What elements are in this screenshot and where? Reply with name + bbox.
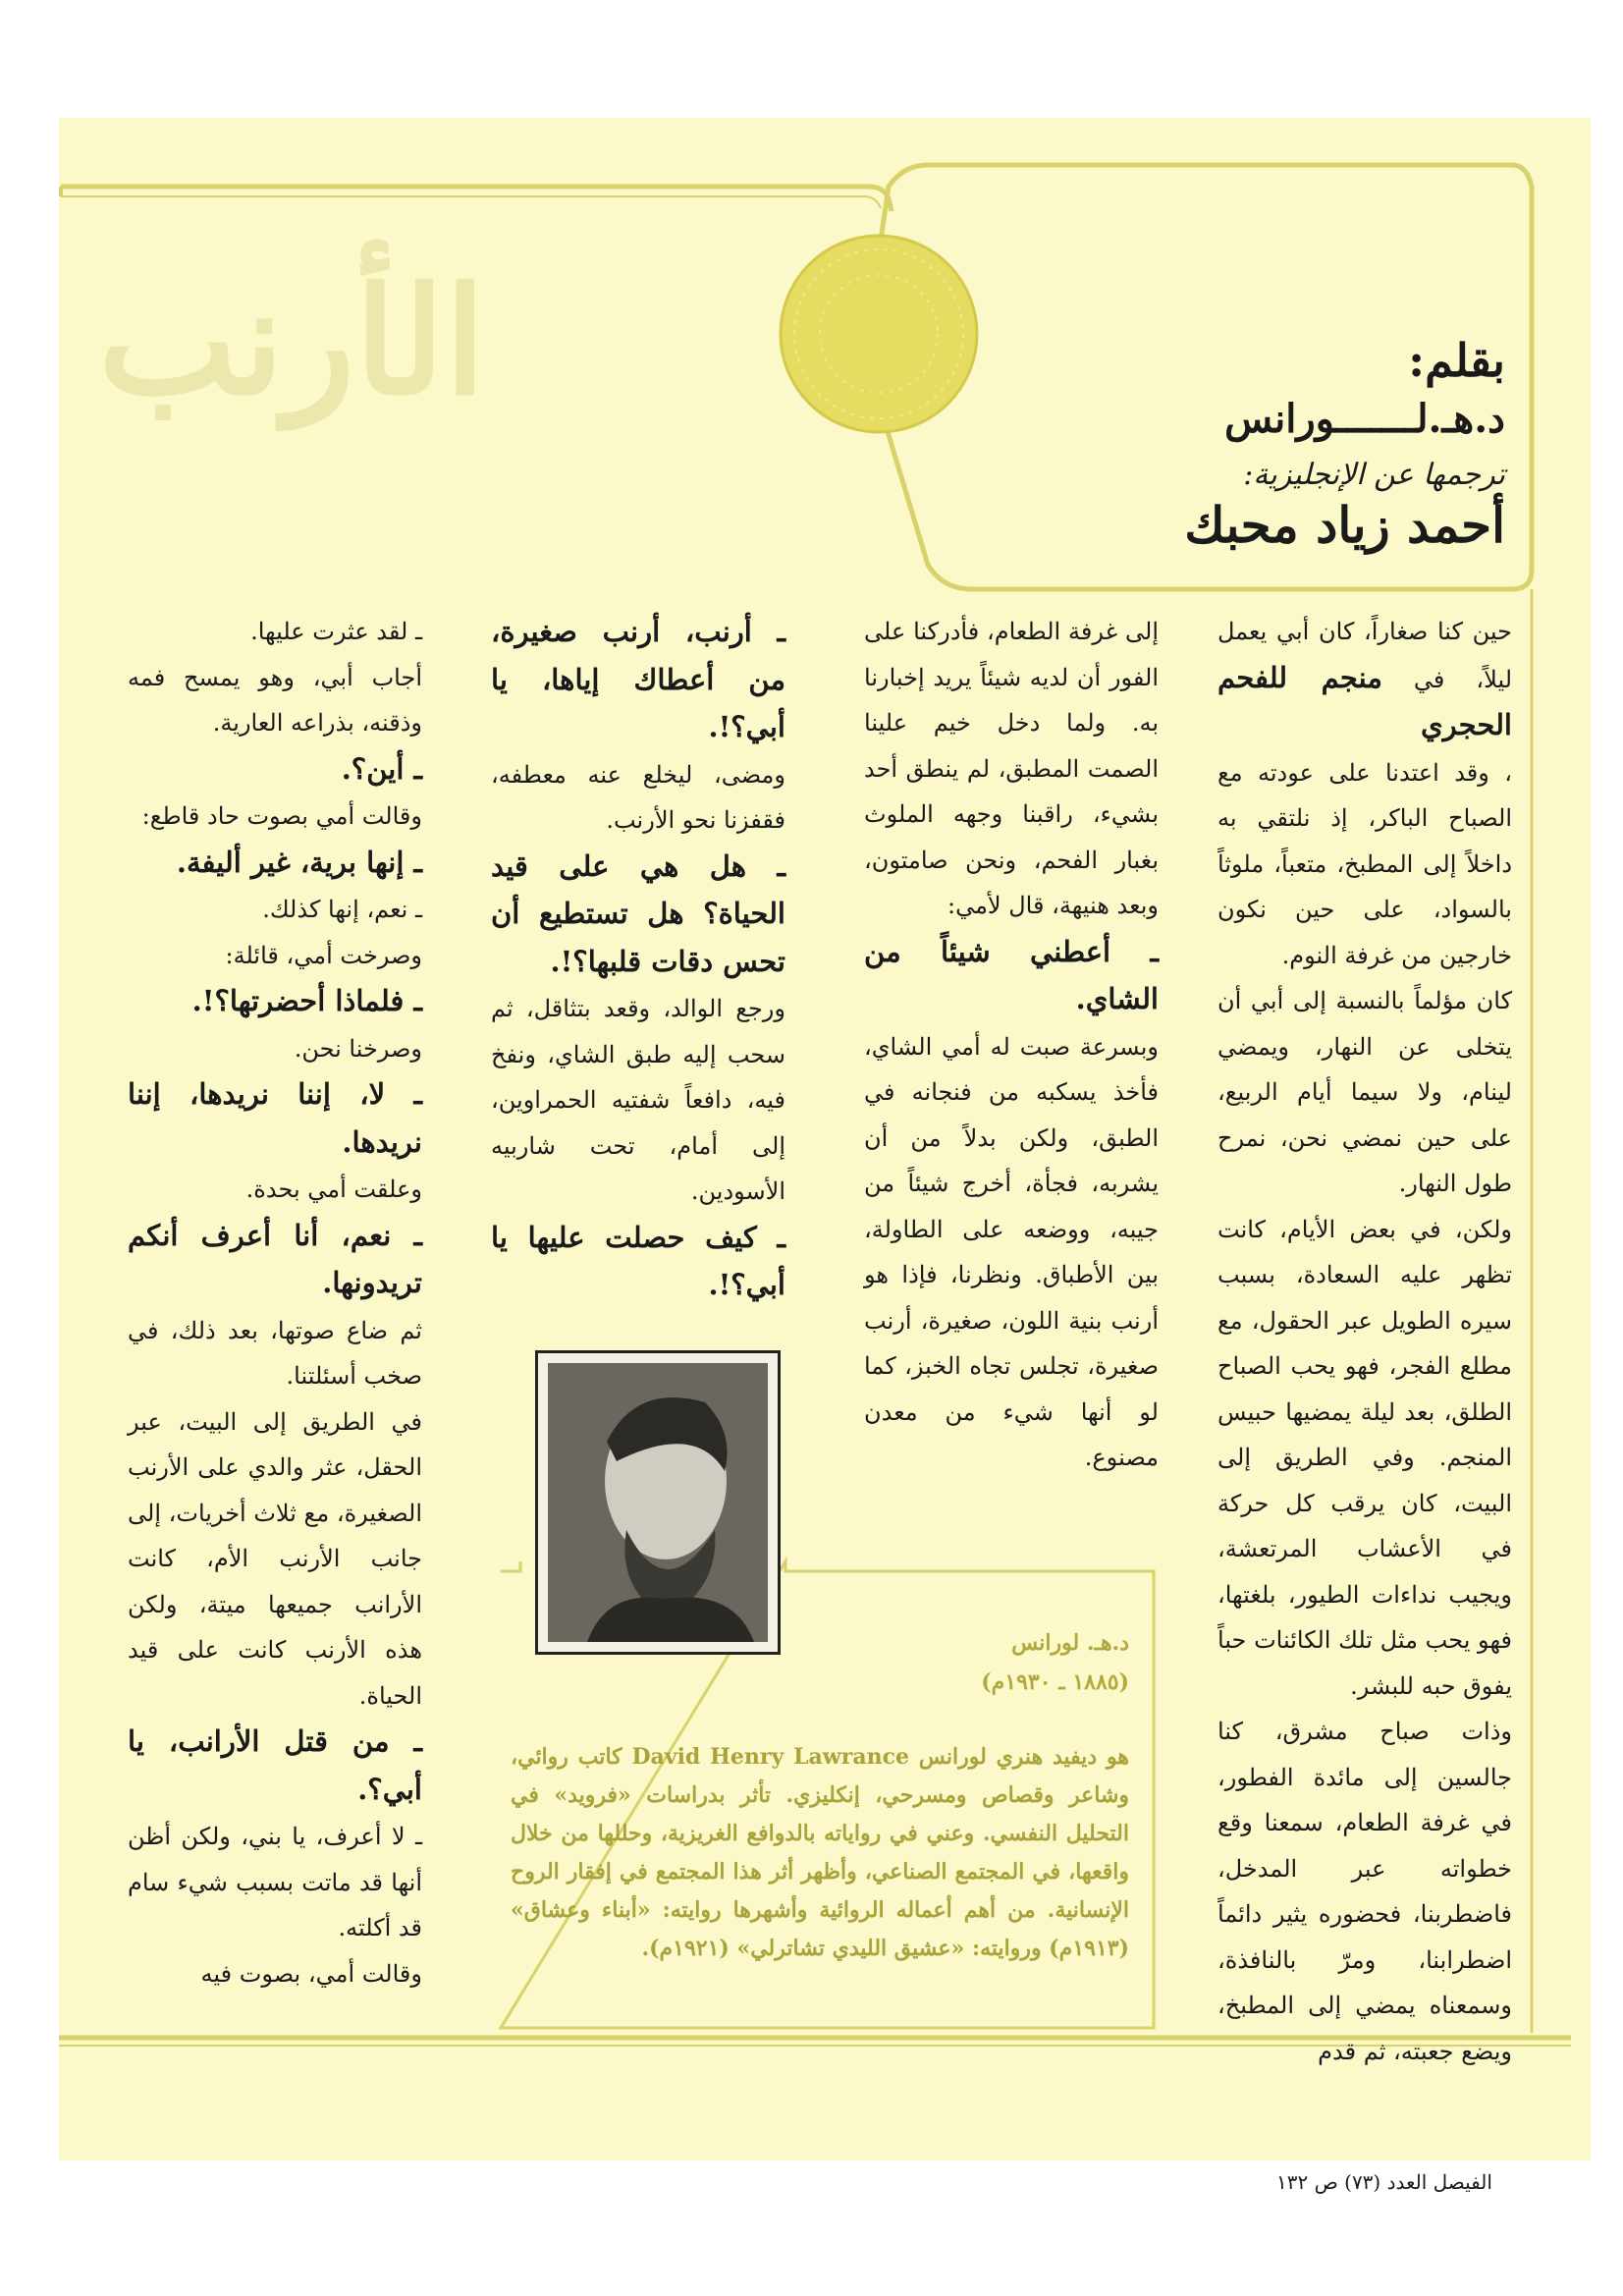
paragraph — [491, 986, 785, 1215]
dialogue-bold: ـ نعم، أنا أعرف أنكم تريدونها. — [128, 1218, 422, 1299]
paragraph-text: ـ لا أعرف، يا بني، ولكن أظن أنها قد ماتت بسبب شيء سام قد أكلته. — [128, 1823, 422, 1941]
paragraph — [1217, 609, 1512, 750]
paragraph-text: ومضى، ليخلع عنه معطفه، فقفزنا نحو الأرنب. — [491, 760, 785, 834]
paragraph-text: ثم ضاع صوتها، بعد ذلك، في صخب أسئلتنا. — [128, 1316, 422, 1390]
paragraph — [128, 609, 422, 655]
paragraph-text: ـ لقد عثرت عليها. — [250, 618, 422, 645]
dialogue-bold: منجم للفحم الحجري — [1217, 660, 1512, 741]
paragraph — [491, 844, 785, 987]
paragraph-text: وعلقت أمي بحدة. — [245, 1175, 422, 1203]
caption-name: د.هـ. لورانس — [1011, 1630, 1129, 1656]
paragraph — [128, 655, 422, 746]
paragraph-text: وقالت أمي، بصوت فيه — [200, 1959, 422, 1988]
paragraph-text: وصرخنا نحن. — [294, 1034, 422, 1063]
paragraph — [128, 1167, 422, 1213]
paragraph — [1217, 1709, 1512, 2074]
paragraph — [128, 1814, 422, 1951]
paragraph-text: كان مؤلماً بالنسبة إلى أبي أن يتخلى عن النهار، ويمضي لينام، ولا سيما أيام الربيع، على حين نمضي نحن، نمرح طول النهار. — [1217, 987, 1512, 1197]
paragraph — [128, 1071, 422, 1167]
paragraph — [128, 746, 422, 794]
text-column-2 — [864, 609, 1159, 1481]
paragraph — [128, 1213, 422, 1308]
caption-text: هو ديفيد هنري لورانس David Henry Lawrance كاتب روائي، وشاعر وقصاص ومسرحي، إنكليزي. تأثر بدراسات «فرويد» في التحليل النفسي. وعني في رواياته بالدوافع الغريزية، وحللها من خلال واقعها، في المجتمع الصناعي، وأظهر أثر هذا المجتمع في إفقار الروح الإنسانية. من أهم أعماله الروائية وأشهرها روايته: «أبناء وعشاق» (١٩١٣م) وروايته: «عشيق الليدي تشاترلي» (١٩٢١م). — [511, 1744, 1129, 1961]
paragraph — [128, 1719, 422, 1814]
dialogue-bold: ـ أين؟. — [341, 751, 422, 786]
author-name: د.هـ.لـــــــورانس — [1224, 396, 1505, 443]
paragraph-text: ولكن، في بعض الأيام، كانت تظهر عليه السعادة، بسبب سيره الطويل عبر الحقول، مع مطلع الفجر، فهو يحب الصباح الطلق، بعد ليلة يمضيها حبيس المنجم. وفي الطريق إلى البيت، كان يرقب كل حركة في الأعشاب المرتعشة، ويجيب نداءات الطيور، بلغتها، فهو يحب مثل تلك الكائنات حباً يفوق حبه للبشر. — [1217, 1215, 1512, 1700]
translated-label: ترجمها عن الإنجليزية: — [1243, 458, 1505, 493]
text-column-4 — [128, 609, 422, 1996]
paragraph-text: أجاب أبي، وهو يمسح فمه وذقنه، بذراعه العارية. — [128, 663, 422, 737]
decorative-title: الأرنب — [98, 255, 486, 428]
paragraph — [491, 1215, 785, 1310]
paragraph — [128, 887, 422, 933]
paragraph — [128, 1399, 422, 1720]
paragraph — [128, 933, 422, 979]
paragraph — [1217, 750, 1512, 979]
dialogue-bold: ـ إنها برية، غير أليفة. — [176, 845, 422, 879]
paragraph — [128, 1026, 422, 1072]
paragraph — [864, 929, 1159, 1024]
dialogue-bold: ـ كيف حصلت عليها يا أبي؟!. — [491, 1220, 785, 1301]
paragraph-text: حين كنا صغاراً، كان أبي يعمل ليلاً، في — [1217, 618, 1513, 693]
paragraph-text: وصرخت أمي، قائلة: — [225, 941, 422, 969]
paragraph-text: وبسرعة صبت له أمي الشاي، فأخذ يسكبه من فنجانه في الطبق، ولكن بدلاً من أن يشربه، فجأة، أخرج شيئاً من جيبه، ووضعه على الطاولة، بين الأطباق. ونظرنا، فإذا هو أرنب بنية اللون، صغيرة، أرنب صغيرة، تجلس تجاه الخبز، كما لو أنها شيء من معدن مصنوع. — [864, 1032, 1159, 1471]
translator-name: أحمد زياد محبك — [1184, 496, 1505, 555]
text-column-1 — [1217, 609, 1512, 2074]
paragraph — [128, 840, 422, 888]
dialogue-bold: ـ أرنب، أرنب صغيرة، من أعطاك إياها، يا أبي؟!. — [491, 615, 785, 743]
paragraph-text: في الطريق إلى البيت، عبر الحقل، عثر والدي على الأرنب الصغيرة، مع ثلاث أخريات، إلى جانب الأرنب الأم، كانت الأرانب جميعها ميتة، ولكن هذه الأرنب كانت على قيد الحياة. — [128, 1407, 422, 1710]
paragraph — [491, 609, 785, 752]
paragraph — [1217, 978, 1512, 1207]
paragraph — [128, 978, 422, 1026]
paragraph-text: ، وقد اعتدنا على عودته مع الصباح الباكر، إذ نلتقي به داخلاً إلى المطبخ، متعباً، ملوثاً بالسواد، على حين نكون خارجين من غرفة النوم. — [1217, 758, 1512, 969]
paragraph-text: إلى غرفة الطعام، فأدركنا على الفور أن لديه شيئاً يريد إخبارنا به. ولما دخل خيم علينا الصمت المطبق، لم ينطق أحد بشيء، راقبنا وجهه الملوث بغبار الفحم، ونحن صامتون، وبعد هنيهة، قال لأمي: — [864, 618, 1159, 919]
title-block — [955, 334, 1505, 554]
author-caption — [491, 1571, 1159, 2033]
paragraph — [1217, 1207, 1512, 1710]
caption-dates: (١٨٨٥ ـ ١٩٣٠م) — [981, 1669, 1129, 1695]
dialogue-bold: ـ فلماذا أحضرتها؟!. — [191, 984, 422, 1017]
dialogue-bold: ـ لا، إننا نريدها، إننا نريدها. — [128, 1077, 422, 1159]
paragraph-text: وقالت أمي بصوت حاد قاطع: — [141, 802, 422, 830]
paragraph-text: وذات صباح مشرق، كنا جالسين إلى مائدة الفطور، في غرفة الطعام، سمعنا وقع خطواته عبر المدخل، فاضطربنا، فحضوره يثير دائماً اضطرابنا، ومرّ بالنافذة، وسمعناه يمضي إلى المطبخ، ويضع جعبته، ثم قدم — [1217, 1718, 1512, 2065]
paragraph — [864, 609, 1159, 929]
paragraph-text: ـ نعم، إنها كذلك. — [262, 896, 422, 923]
text-column-3 — [491, 609, 785, 1301]
paragraph-text: ورجع الوالد، وقعد بتثاقل، ثم سحب إليه طبق الشاي، ونفخ فيه، دافعاً شفتيه الحمراوين، إلى أمام، تحت شاربيه الأسودين. — [491, 995, 785, 1205]
byline: بقلم: — [1408, 334, 1505, 387]
paragraph — [128, 1951, 422, 1997]
paragraph — [128, 793, 422, 840]
dialogue-bold: ـ من قتل الأرانب، يا أبي؟. — [128, 1724, 422, 1806]
page-footer: الفيصل العدد (٧٣) ص ١٣٢ — [1276, 2170, 1492, 2194]
paragraph — [128, 1308, 422, 1399]
paragraph — [864, 1024, 1159, 1481]
paragraph — [491, 752, 785, 844]
dialogue-bold: ـ هل هي على قيد الحياة؟ هل تستطيع أن تحس دقات قلبها؟!. — [491, 848, 785, 978]
dialogue-bold: ـ أعطني شيئاً من الشاي. — [864, 934, 1159, 1015]
